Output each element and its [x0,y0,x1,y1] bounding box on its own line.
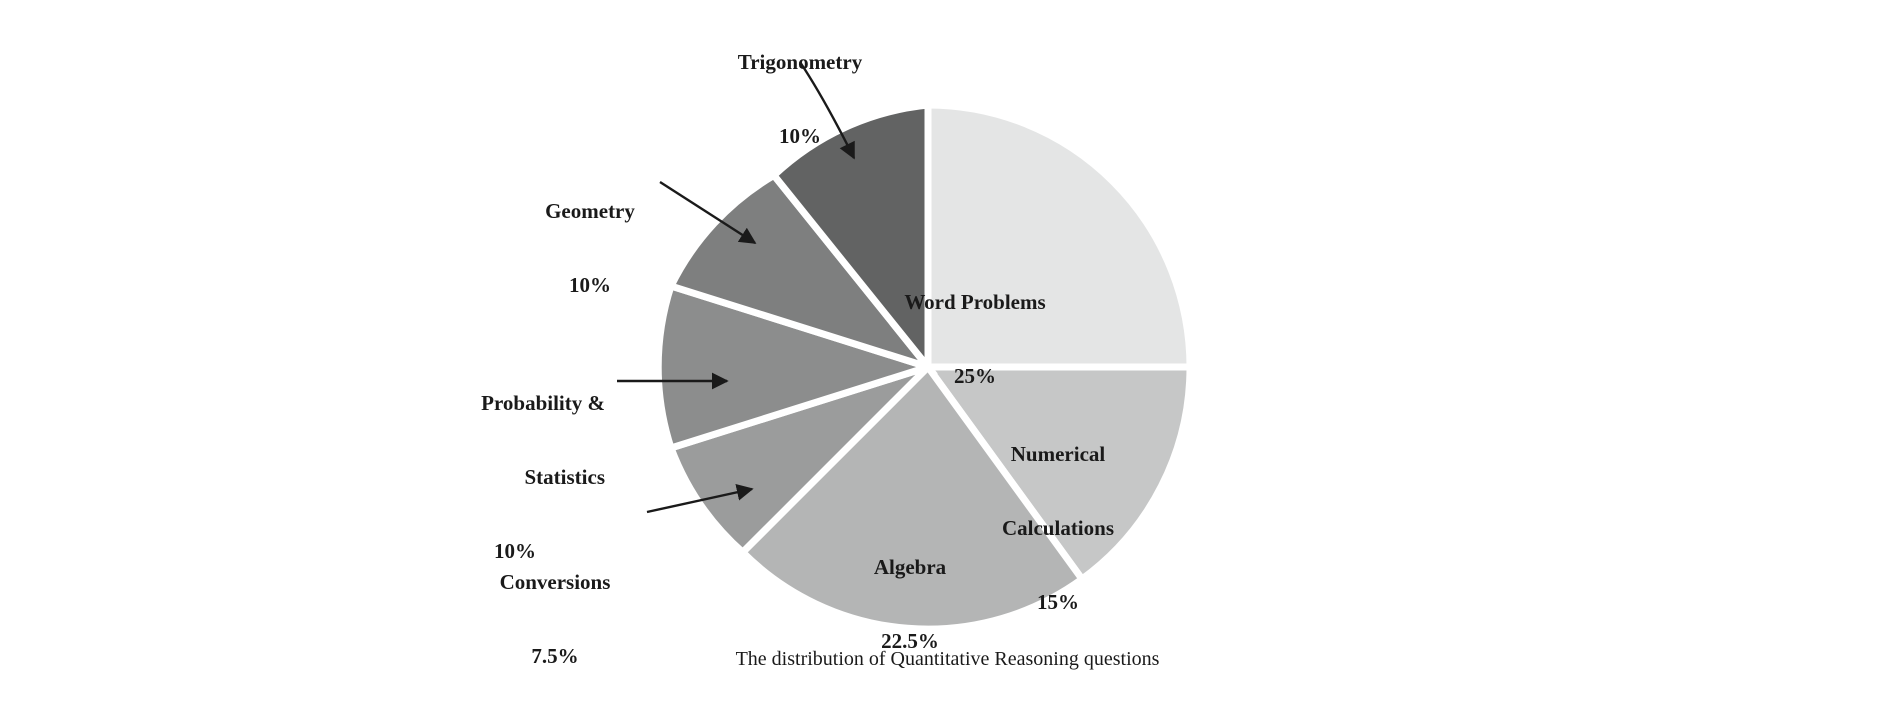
label-conversions-name: Conversions [499,569,611,594]
label-trigonometry-value: 10% [779,123,821,148]
label-algebra-value: 22.5% [881,628,939,653]
label-numerical-line2: Calculations [1001,515,1114,540]
label-conversions [460,520,650,718]
label-probability-line2: Statistics [524,464,605,489]
label-word-problems-value: 25% [954,363,996,388]
label-conversions-value: 7.5% [531,643,579,668]
label-algebra [820,505,1000,703]
label-geometry [510,149,670,347]
label-numerical-value: 15% [1037,590,1079,615]
label-geometry-value: 10% [569,272,611,297]
label-numerical-line1: Numerical [1010,441,1106,466]
label-word-problems-name: Word Problems [904,289,1046,314]
label-probability-value: 10% [494,539,536,564]
label-trigonometry [690,0,910,198]
chart-caption: The distribution of Quantitative Reasoning questions [735,648,1160,670]
label-algebra-name: Algebra [873,554,947,579]
label-geometry-name: Geometry [545,198,635,223]
label-trigonometry-name: Trigonometry [737,49,863,74]
label-probability-line1: Probability & [481,390,605,415]
